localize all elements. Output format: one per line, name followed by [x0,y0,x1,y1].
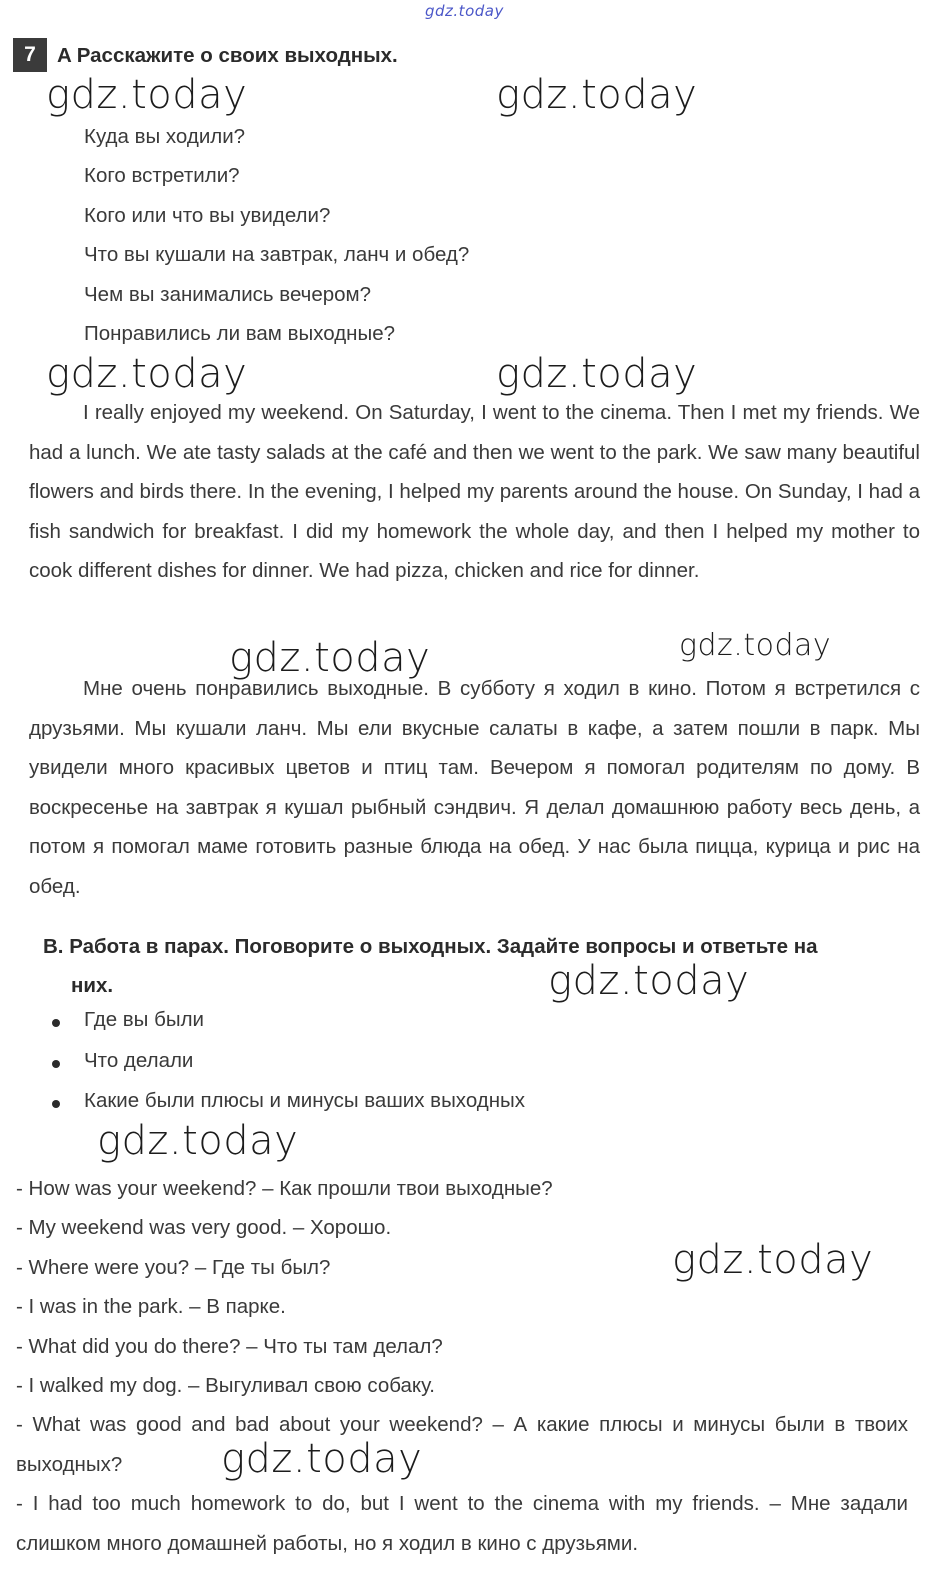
watermark: gdz.today [679,628,832,663]
dialogue-line: - I walked my dog. – Выгуливал свою собаку. [16,1374,435,1397]
watermark: gdz.today [496,72,698,118]
watermark: gdz.today [548,958,750,1004]
dialogue-line: - How was your weekend? – Как прошли твои выходные? [16,1177,553,1200]
question: Чем вы занимались вечером? [84,283,372,306]
part-b-title-continued: них. [71,974,114,997]
dialogue-line: - Where were you? – Где ты был? [16,1256,331,1279]
dialogue-line: - I had too much homework to do, but I went to the cinema with my friends. – Мне задали слишком много домашней работы, но я ходил в кино с друзьями. [16,1492,908,1555]
answer-russian [29,669,920,906]
watermark: gdz.today [97,1118,299,1164]
watermark: gdz.today [229,635,431,681]
answer-english [29,393,920,591]
watermark: gdz.today [496,351,698,397]
question: Что вы кушали на завтрак, ланч и обед? [84,243,470,266]
bullet-icon [52,1100,60,1108]
question: Понравились ли вам выходные? [84,322,396,345]
question: Куда вы ходили? [84,125,246,148]
dialogue-line: - What did you do there? – Что ты там делал? [16,1335,443,1358]
question: Кого или что вы увидели? [84,204,331,227]
watermark: gdz.today [221,1436,423,1482]
watermark-top: gdz.today [425,2,504,20]
dialogue-line: - I was in the park. – В парке. [16,1295,286,1318]
watermark: gdz.today [46,72,248,118]
dialogue-line: - My weekend was very good. – Хорошо. [16,1216,392,1239]
question: Кого встретили? [84,164,240,187]
answer-english-text: I really enjoyed my weekend. On Saturday, I went to the cinema. Then I met my friends. We had a lunch. We ate tasty salads at the café and then we went to the park. We saw many beautiful flowers and birds there. In the evening, I helped my parents around the house. On Sunday, I had a fish sandwich for breakfast. I did my homework the whole day, and then I helped my mother to cook different dishes for dinner. We had pizza, chicken and rice for dinner. [29,401,920,582]
answer-russian-text: Мне очень понравились выходные. В субботу я ходил в кино. Потом я встретился с друзьями. Мы кушали ланч. Мы ели вкусные салаты в кафе, а затем пошли в парк. Мы увидели много красивых цветов и птиц там. Вечером я помогал родителям по дому. В воскресенье на завтрак я кушал рыбный сэндвич. Я делал домашнюю работу весь день, а потом я помогал маме готовить разные блюда на обед. У нас была пицца, курица и рис на обед. [29,677,920,898]
exercise-number: 7 [13,38,47,72]
watermark: gdz.today [46,351,248,397]
dialogue-line: - What was good and bad about your weekend? – А какие плюсы и минусы были в твоих выходных? [16,1413,908,1476]
bullet-icon [52,1060,60,1068]
part-a-title: A Расскажите о своих выходных. [57,44,398,67]
bullet-icon [52,1019,60,1027]
watermark: gdz.today [672,1237,874,1283]
part-b-title: B. Работа в парах. Поговорите о выходных. Задайте вопросы и ответьте на [43,935,818,958]
